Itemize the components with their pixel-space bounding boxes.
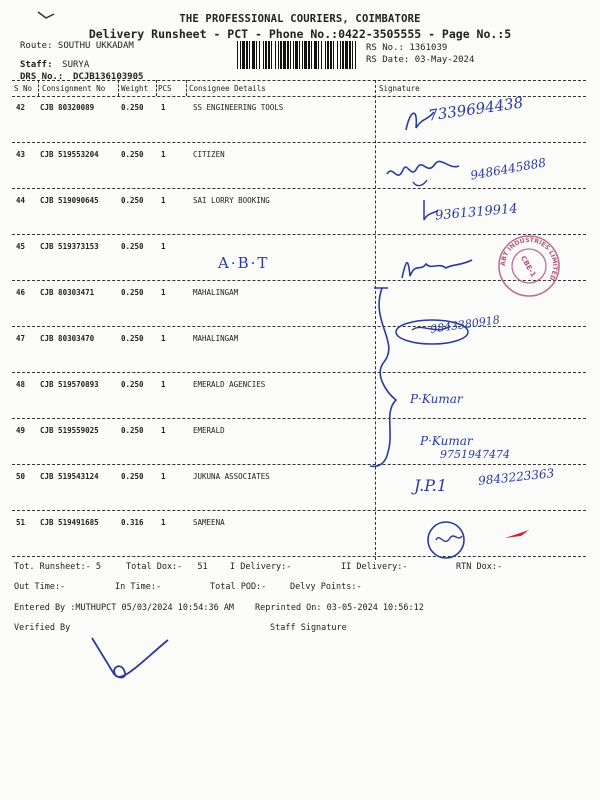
row-weight: 0.250 xyxy=(121,288,144,297)
in-time: In Time:- xyxy=(115,582,162,592)
row-pcs: 1 xyxy=(161,380,166,389)
row-consignee: MAHALINGAM xyxy=(193,334,239,343)
col-header-pcs: PCS xyxy=(158,84,172,93)
reprinted-on: Reprinted On: 03-05-2024 10:56:12 xyxy=(255,603,424,613)
row-divider xyxy=(12,464,586,465)
handwriting-phone-47: 9843380918 xyxy=(429,313,501,336)
table-bottom-rule xyxy=(12,556,586,557)
total-dox-value: 51 xyxy=(197,562,208,572)
barcode-bar xyxy=(249,41,250,69)
barcode-bar xyxy=(275,41,276,69)
row-consignment: CJB 519570893 xyxy=(40,380,99,389)
rtn-dox: RTN Dox:- xyxy=(456,562,503,572)
staff-value: SURYA xyxy=(62,60,90,70)
barcode-bar xyxy=(330,41,332,69)
row-sno: 43 xyxy=(16,150,26,159)
row-divider xyxy=(12,142,586,143)
barcode-bar xyxy=(314,41,317,69)
row-consignee: JUKUNA ASSOCIATES xyxy=(193,472,270,481)
handwriting-phone-44: 9361319914 xyxy=(434,201,519,224)
barcode-bar xyxy=(299,41,300,69)
barcode-bar xyxy=(278,41,279,69)
total-pod: Total POD:- xyxy=(210,582,267,592)
col-header-signature: Signature xyxy=(379,84,420,93)
barcode-bar xyxy=(333,41,334,69)
signature-scribble-43 xyxy=(383,150,473,190)
row-consignee: MAHALINGAM xyxy=(193,288,239,297)
delvy-points: Delvy Points:- xyxy=(290,582,362,592)
drs-label: DRS No.: xyxy=(20,72,64,82)
barcode-bar xyxy=(352,41,353,69)
barcode-bar xyxy=(268,41,270,69)
barcode-bar xyxy=(271,41,272,69)
barcode-bar xyxy=(349,41,351,69)
row-sno: 45 xyxy=(16,242,26,251)
stamp-ring-text: ABT INDUSTRIES LIMITED xyxy=(499,236,559,282)
total-dox xyxy=(126,562,208,572)
barcode-bar xyxy=(252,41,255,69)
row-consignment: CJB 519491685 xyxy=(40,518,99,527)
row-weight: 0.250 xyxy=(121,380,144,389)
barcode-bar xyxy=(295,41,298,69)
row-pcs: 1 xyxy=(161,334,166,343)
row-sno: 49 xyxy=(16,426,26,435)
barcode-bar xyxy=(308,41,310,69)
total-dox-label: Total Dox:- xyxy=(126,562,183,572)
row-consignee: SAI LORRY BOOKING xyxy=(193,196,270,205)
barcode-bar xyxy=(256,41,257,69)
route-label: Route: SOUTHU UKKADAM xyxy=(20,41,134,51)
row-consignment: CJB 519090645 xyxy=(40,196,99,205)
barcode-image xyxy=(236,41,358,69)
row-consignee: EMERALD AGENCIES xyxy=(193,380,266,389)
row-sno: 46 xyxy=(16,288,26,297)
runsheet-subtitle: Delivery Runsheet - PCT - Phone No.:0422-3505555 - Page No.:5 xyxy=(88,27,512,41)
barcode-bar xyxy=(304,41,307,69)
ii-delivery: II Delivery:- xyxy=(341,562,408,572)
col-header-sno: S No xyxy=(14,84,33,93)
handwriting-phone-50: 9843223363 xyxy=(477,466,555,488)
corner-mark xyxy=(36,10,56,24)
row-weight: 0.250 xyxy=(121,242,144,251)
company-name: THE PROFESSIONAL COURIERS, COIMBATORE xyxy=(179,13,421,25)
row-weight: 0.316 xyxy=(121,518,144,527)
barcode-bar xyxy=(321,41,322,69)
row-consignment: CJB 519559025 xyxy=(40,426,99,435)
barcode-bar xyxy=(280,41,282,69)
signature-scribble-45 xyxy=(398,250,478,284)
row-consignment: CJB 519373153 xyxy=(40,242,99,251)
red-ink-mark xyxy=(503,528,533,540)
rs-date: RS Date: 03-May-2024 xyxy=(366,55,475,65)
row-consignment: CJB 519553204 xyxy=(40,150,99,159)
company-stamp xyxy=(497,234,561,298)
row-consignment: CJB 80320089 xyxy=(40,103,95,112)
verifier-signature xyxy=(88,628,172,684)
row-sno: 42 xyxy=(16,103,26,112)
row-divider xyxy=(12,510,586,511)
handwriting-phone-43: 9486445888 xyxy=(469,155,547,183)
row-weight: 0.250 xyxy=(121,426,144,435)
row-consignment: CJB 80303470 xyxy=(40,334,95,343)
barcode-bar xyxy=(318,41,319,69)
row-divider xyxy=(12,188,586,189)
handwriting-name-49: P·Kumar xyxy=(420,434,473,448)
row-weight: 0.250 xyxy=(121,334,144,343)
barcode-bar xyxy=(242,41,245,69)
barcode-bar xyxy=(345,41,348,69)
col-divider xyxy=(156,80,157,96)
row-sno: 50 xyxy=(16,472,26,481)
drs-value: DCJB136103905 xyxy=(73,72,144,82)
row-pcs: 1 xyxy=(161,426,166,435)
row-weight: 0.250 xyxy=(121,196,144,205)
handwriting-phone-49: 9751947474 xyxy=(440,448,510,461)
signature-scribble-51 xyxy=(424,516,472,562)
row-consignment: CJB 80303471 xyxy=(40,288,95,297)
table-top-rule xyxy=(12,80,586,81)
row-pcs: 1 xyxy=(161,288,166,297)
row-pcs: 1 xyxy=(161,150,166,159)
barcode-bar xyxy=(355,41,356,69)
stamp-center-text: CBE-1 xyxy=(518,254,538,279)
handwriting-note-45: A·B·T xyxy=(218,254,270,272)
barcode-bar xyxy=(325,41,326,69)
staff-label: Staff: xyxy=(20,60,53,70)
row-pcs: 1 xyxy=(161,472,166,481)
col-divider xyxy=(186,80,187,96)
row-weight: 0.250 xyxy=(121,103,144,112)
row-pcs: 1 xyxy=(161,103,166,112)
verified-by-label: Verified By xyxy=(14,623,71,633)
row-divider xyxy=(12,372,586,373)
row-consignment: CJB 519543124 xyxy=(40,472,99,481)
col-header-weight: Weight xyxy=(121,84,149,93)
row-consignee: CITIZEN xyxy=(193,150,225,159)
barcode-bar xyxy=(263,41,264,69)
barcode-bar xyxy=(259,41,260,69)
col-divider xyxy=(38,80,39,96)
barcode-bar xyxy=(337,41,338,69)
row-consignee: EMERALD xyxy=(193,426,225,435)
col-header-consignee: Consignee Details xyxy=(189,84,266,93)
row-consignee: SS ENGINEERING TOOLS xyxy=(193,103,284,112)
out-time: Out Time:- xyxy=(14,582,66,592)
barcode-bar xyxy=(237,41,238,69)
staff-signature-label: Staff Signature xyxy=(270,623,347,633)
row-weight: 0.250 xyxy=(121,472,144,481)
barcode-bar xyxy=(311,41,312,69)
barcode-bar xyxy=(327,41,329,69)
row-sno: 51 xyxy=(16,518,26,527)
rs-number: RS No.: 1361039 xyxy=(366,43,448,53)
row-weight: 0.250 xyxy=(121,150,144,159)
barcode-bar xyxy=(240,41,241,69)
barcode-bar xyxy=(342,41,344,69)
row-pcs: 1 xyxy=(161,518,166,527)
signature-scribble-42 xyxy=(400,100,440,138)
entered-by: Entered By :MUTHUPCT 05/03/2024 10:54:36 AM xyxy=(14,603,235,613)
row-consignee: SAMEENA xyxy=(193,518,225,527)
barcode-bar xyxy=(302,41,303,69)
barcode-bar xyxy=(293,41,294,69)
barcode-bar xyxy=(246,41,248,69)
handwriting-name-48: P·Kumar xyxy=(410,392,463,406)
handwriting-name-50: J.P.1 xyxy=(414,476,448,495)
row-pcs: 1 xyxy=(161,242,166,251)
row-sno: 44 xyxy=(16,196,26,205)
tot-runsheet: Tot. Runsheet:- 5 xyxy=(14,562,101,572)
row-divider xyxy=(12,418,586,419)
barcode-bar xyxy=(265,41,267,69)
barcode-bar xyxy=(287,41,289,69)
barcode-bar xyxy=(340,41,341,69)
barcode-bar xyxy=(283,41,286,69)
row-pcs: 1 xyxy=(161,196,166,205)
barcode-bar xyxy=(290,41,291,69)
row-sno: 48 xyxy=(16,380,26,389)
handwriting-phone-42: 7339694438 xyxy=(427,93,525,125)
col-header-consignment: Consignment No xyxy=(42,84,106,93)
i-delivery: I Delivery:- xyxy=(230,562,292,572)
row-sno: 47 xyxy=(16,334,26,343)
col-divider xyxy=(118,80,119,96)
